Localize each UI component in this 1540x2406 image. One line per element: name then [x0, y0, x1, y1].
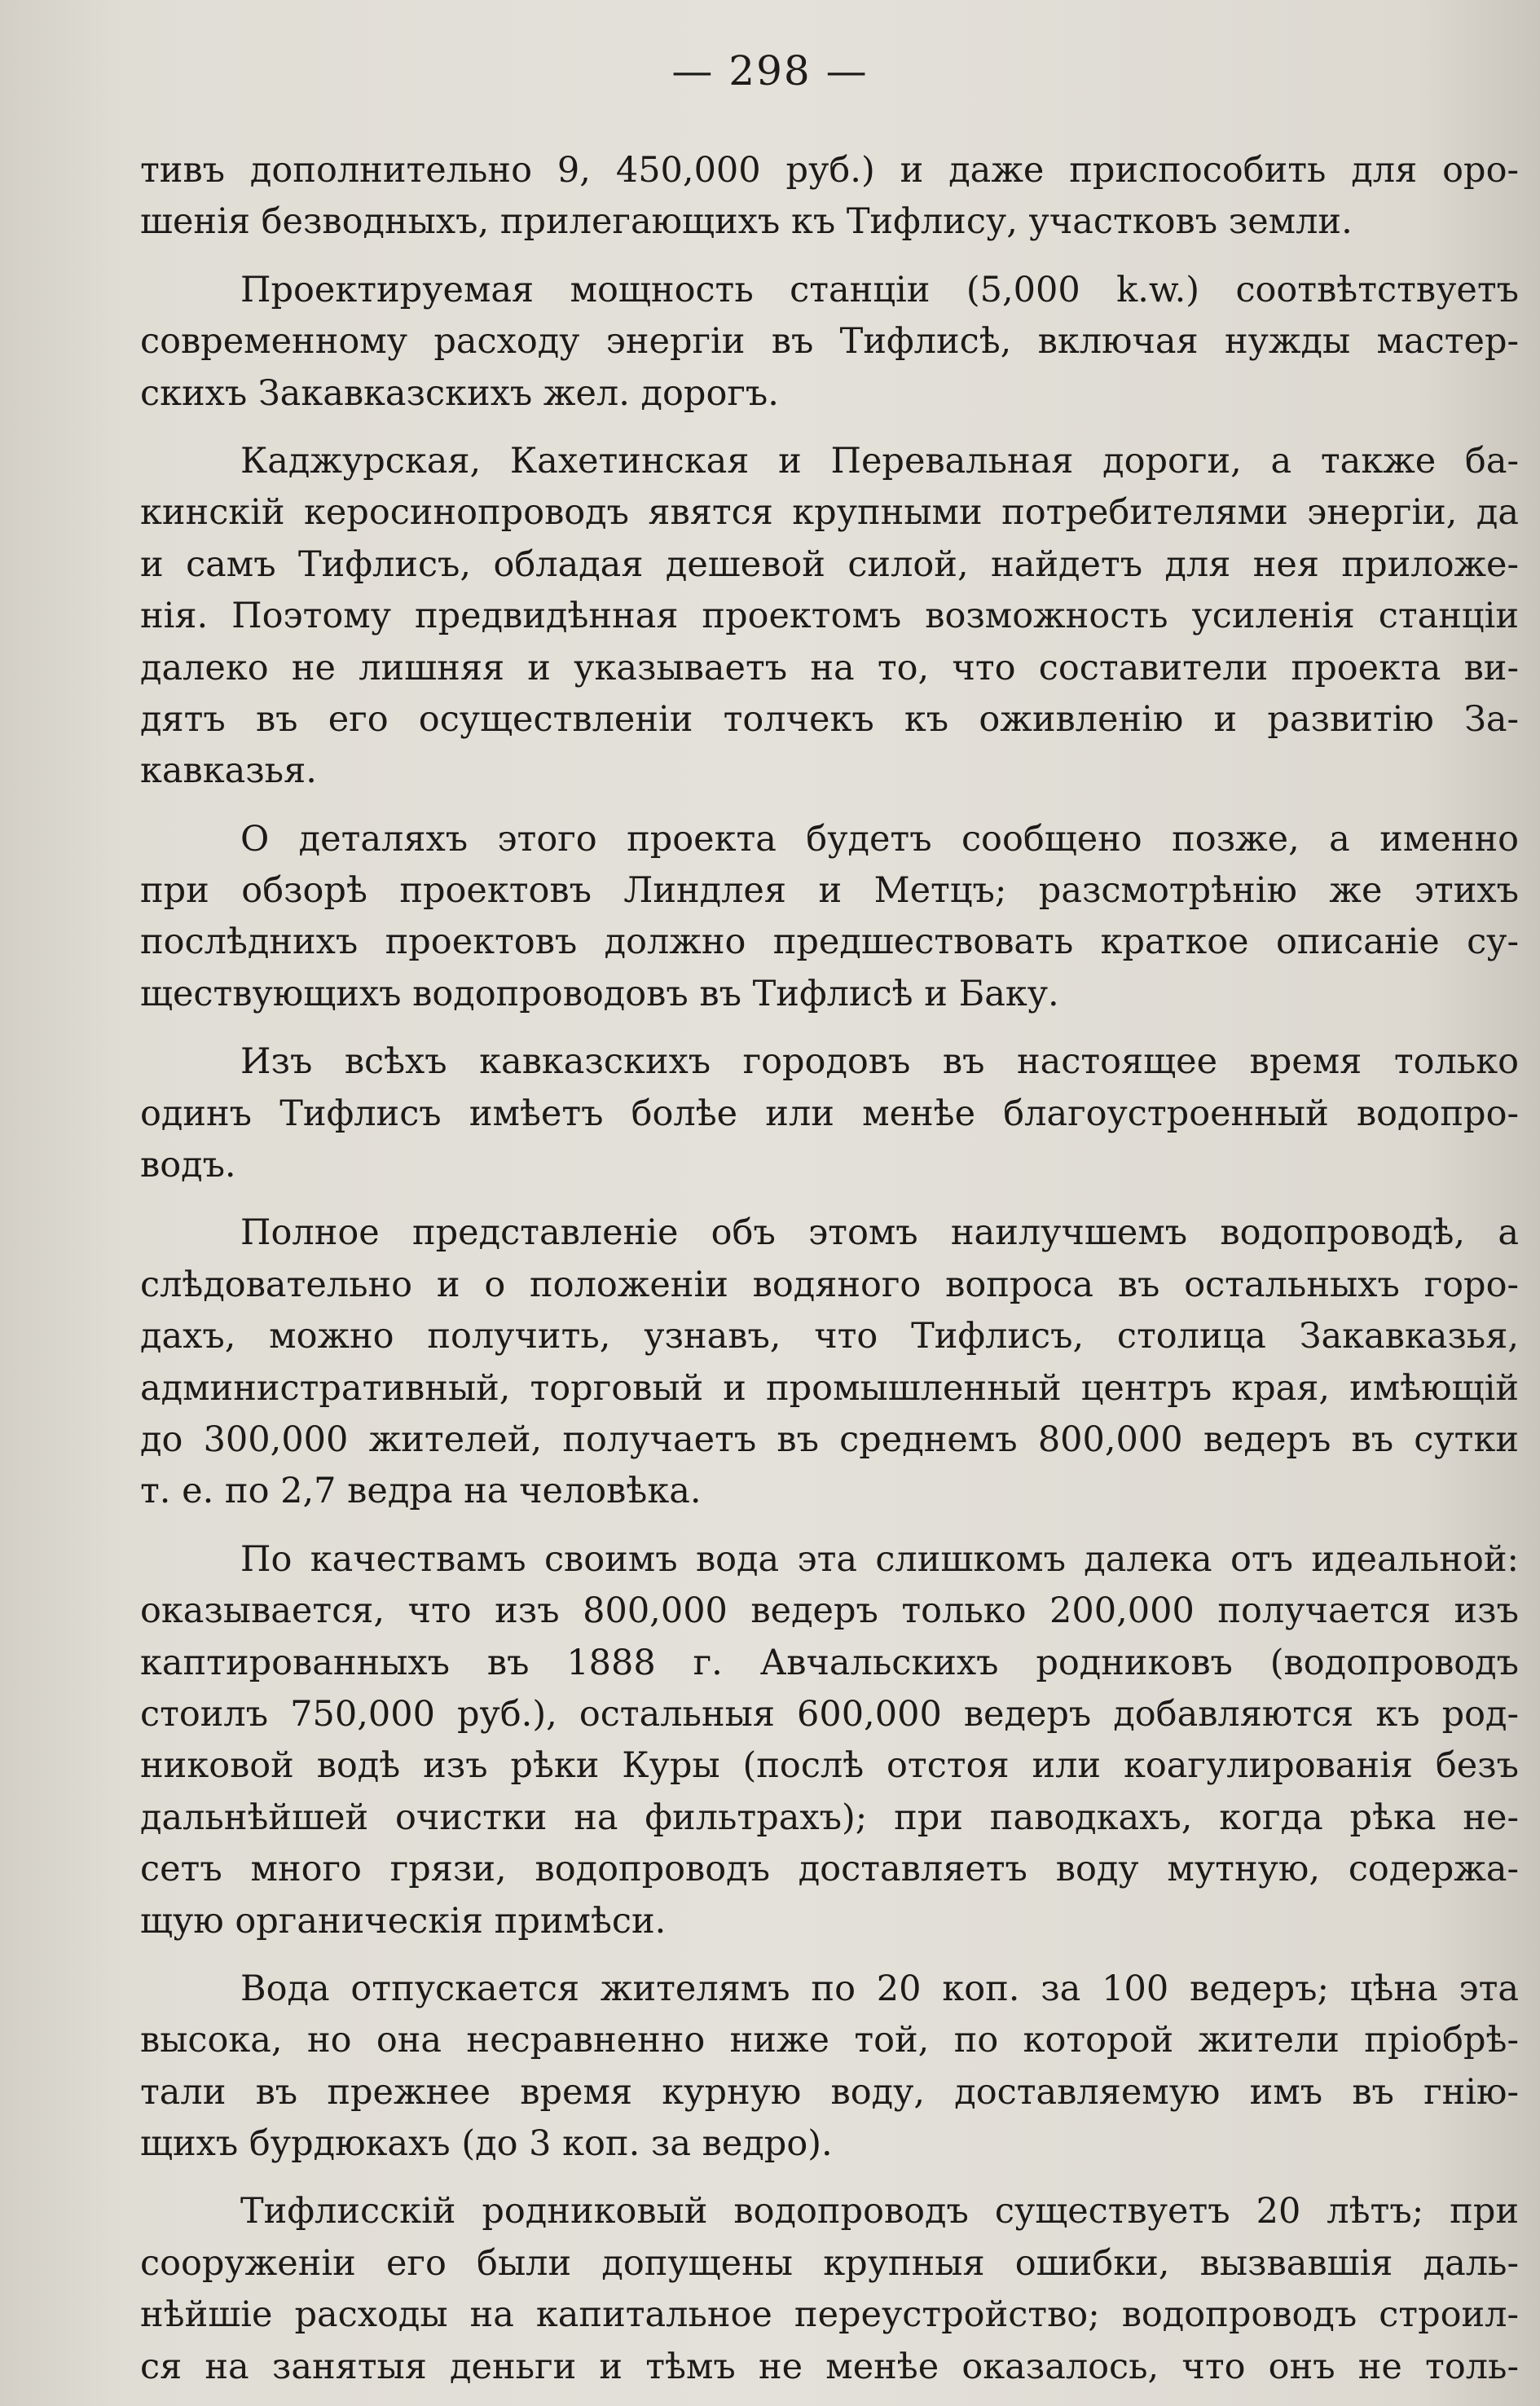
text-line: Тифлисскій родниковый водопроводъ существуетъ 20 лѣтъ; при: [240, 2191, 1519, 2232]
text-line: одинъ Тифлисъ имѣетъ болѣе или менѣе благоустроенный водопро-: [140, 1093, 1519, 1134]
text-line: административный, торговый и промышленный центръ края, имѣющій: [140, 1367, 1519, 1409]
text-line: тали въ прежнее время курную воду, доставляемую имъ въ гнію-: [140, 2071, 1519, 2113]
text-line: нѣйшіе расходы на капитальное переустройство; водопроводъ строил-: [140, 2294, 1519, 2336]
text-line: при обзорѣ проектовъ Линдлея и Метцъ; разсмотрѣнію же этихъ: [140, 870, 1519, 912]
text-line: тивъ дополнительно 9, 450,000 руб.) и даже приспособить для оро-: [140, 150, 1519, 191]
page-number: — 298 —: [671, 47, 869, 95]
text-line: никовой водѣ изъ рѣки Куры (послѣ отстоя или коагулированія безъ: [140, 1745, 1519, 1787]
text-line: ся на занятыя деньги и тѣмъ не менѣе оказалось, что онъ не толь-: [140, 2346, 1519, 2387]
text-line: высока, но она несравненно ниже той, по которой жители пріобрѣ-: [140, 2020, 1519, 2061]
text-line: т. е. по 2,7 ведра на человѣка.: [140, 1471, 702, 1512]
paragraph: [140, 1534, 1519, 1947]
text-line: По качествамъ своимъ вода эта слишкомъ далека отъ идеальной:: [240, 1538, 1519, 1580]
text-line: щихъ бурдюкахъ (до 3 коп. за ведро).: [140, 2123, 833, 2165]
paragraph: [140, 265, 1519, 420]
text-line: слѣдовательно и о положеніи водяного вопроса въ остальныхъ горо-: [140, 1264, 1519, 1305]
paragraph: [140, 1207, 1519, 1517]
paragraph: [140, 436, 1519, 798]
text-line: оказывается, что изъ 800,000 ведеръ только 200,000 получается изъ: [140, 1590, 1519, 1632]
text-line: Вода отпускается жителямъ по 20 коп. за 100 ведеръ; цѣна эта: [240, 1968, 1519, 2009]
text-line: нія. Поэтому предвидѣнная проектомъ возможность усиленія станціи: [140, 596, 1519, 637]
paragraph: [140, 1964, 1519, 2171]
text-line: дахъ, можно получить, узнавъ, что Тифлисъ, столица Закавказья,: [140, 1316, 1519, 1357]
paragraph: [140, 145, 1519, 249]
text-line: до 300,000 жителей, получаетъ въ среднемъ 800,000 ведеръ въ сутки: [140, 1419, 1519, 1460]
text-line: щую органическія примѣси.: [140, 1900, 667, 1942]
text-line: кавказья.: [140, 750, 317, 792]
text-line: Полное представленіе объ этомъ наилучшемъ водопроводѣ, а: [240, 1212, 1519, 1254]
paragraph: [140, 2186, 1519, 2393]
body-text: [140, 145, 1519, 2393]
text-line: дятъ въ его осуществленіи толчекъ къ оживленію и развитію За-: [140, 698, 1519, 740]
text-line: ществующихъ водопроводовъ въ Тифлисѣ и Баку.: [140, 973, 1059, 1014]
text-line: дальнѣйшей очистки на фильтрахъ); при паводкахъ, когда рѣка не-: [140, 1797, 1519, 1838]
paragraph: [140, 1036, 1519, 1191]
text-line: современному расходу энергіи въ Тифлисѣ, включая нужды мастер-: [140, 321, 1519, 363]
text-line: Каджурская, Кахетинская и Перевальная дороги, а также ба-: [240, 440, 1519, 482]
text-line: стоилъ 750,000 руб.), остальныя 600,000 ведеръ добавляются къ род-: [140, 1693, 1519, 1735]
text-line: скихъ Закавказскихъ жел. дорогъ.: [140, 372, 779, 414]
text-line: Изъ всѣхъ кавказскихъ городовъ въ настоящее время только: [240, 1041, 1519, 1083]
text-line: и самъ Тифлисъ, обладая дешевой силой, найдетъ для нея приложе-: [140, 543, 1519, 585]
text-line: сооруженіи его были допущены крупныя ошибки, вызвавшія даль-: [140, 2242, 1519, 2284]
text-line: далеко не лишняя и указываетъ на то, что составители проекта ви-: [140, 647, 1519, 688]
text-line: кинскій керосинопроводъ явятся крупными потребителями энергіи, да: [140, 492, 1519, 534]
text-line: сетъ много грязи, водопроводъ доставляетъ воду мутную, содержа-: [140, 1849, 1519, 1890]
text-line: шенія безводныхъ, прилегающихъ къ Тифлису, участковъ земли.: [140, 201, 1353, 243]
text-line: Проектируемая мощность станціи (5,000 k.w.) соотвѣтствуетъ: [240, 269, 1519, 310]
text-line: О деталяхъ этого проекта будетъ сообщено позже, а именно: [240, 818, 1519, 860]
text-line: каптированныхъ въ 1888 г. Авчальскихъ родниковъ (водопроводъ: [140, 1642, 1519, 1683]
paragraph: [140, 814, 1519, 1021]
text-line: водъ.: [140, 1145, 236, 1186]
text-line: послѣднихъ проектовъ должно предшествовать краткое описаніе су-: [140, 921, 1519, 963]
